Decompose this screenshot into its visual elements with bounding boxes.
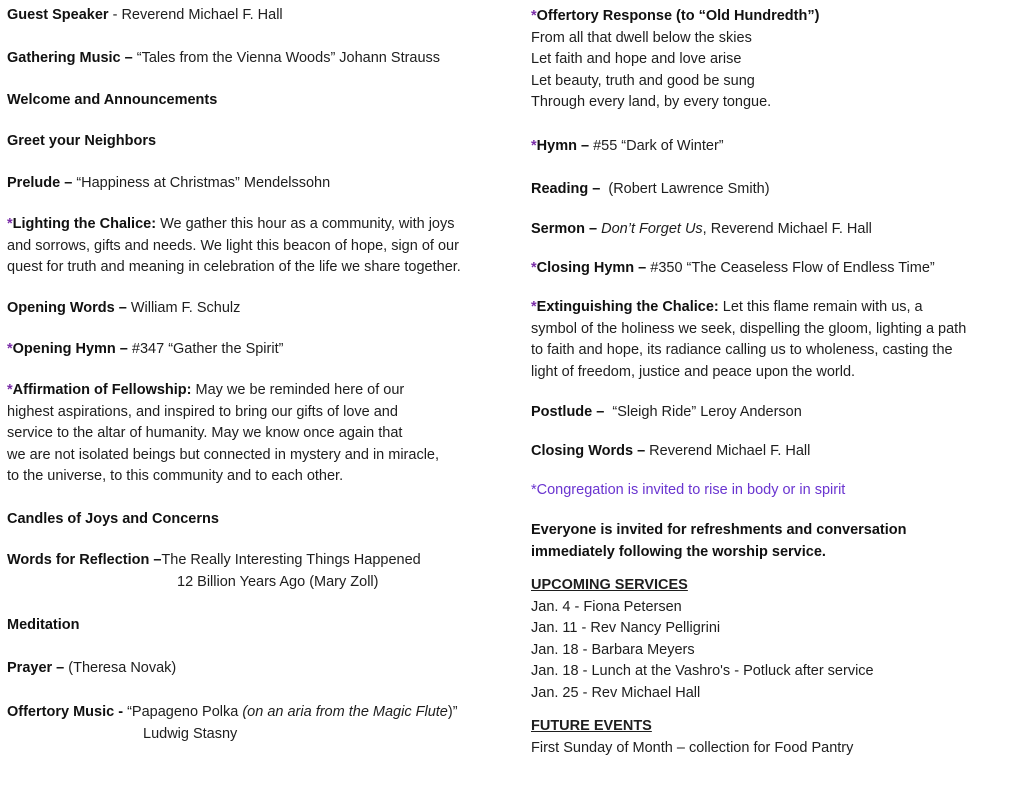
- list-item: First Sunday of Month – collection for Food Pantry: [531, 739, 854, 756]
- upcoming-services-heading: UPCOMING SERVICES: [531, 577, 688, 593]
- lighting-the-chalice: *Lighting the Chalice: We gather this hour as a community, with joys and sorrows, gifts and needs. We light this beacon of hope, sign of our quest for truth and meaning in celebration of the life we share together.: [7, 216, 461, 276]
- closing-words: Closing Words – Reverend Michael F. Hall: [531, 443, 811, 459]
- meditation: Meditation: [7, 617, 80, 633]
- list-item: Jan. 11 - Rev Nancy Pelligrini: [531, 620, 721, 637]
- offertory-response: *Offertory Response (to “Old Hundredth”) From all that dwell below the skies Let faith and hope and love arise Let beauty, truth and good be sung Through every land, by every tongue.: [531, 8, 820, 111]
- congregation-note: *Congregation is invited to rise in body or in spirit: [531, 482, 846, 498]
- words-for-reflection: Words for Reflection –The Really Interesting Things Happened 12 Billion Years Ago (Mary Zoll): [7, 552, 421, 590]
- greet-neighbors: Greet your Neighbors: [7, 133, 157, 149]
- refreshments-note: Everyone is invited for refreshments and conversation immediately following the worship service.: [531, 522, 907, 560]
- opening-hymn: *Opening Hymn – #347 “Gather the Spirit”: [7, 341, 284, 357]
- opening-words: Opening Words – William F. Schulz: [7, 300, 241, 316]
- candles-of-joys: Candles of Joys and Concerns: [7, 511, 219, 527]
- closing-hymn: *Closing Hymn – #350 “The Ceaseless Flow of Endless Time”: [531, 260, 935, 276]
- extinguishing-the-chalice: *Extinguishing the Chalice: Let this flame remain with us, a symbol of the holiness we seek, dispelling the gloom, lighting a path to faith and hope, its radiance calling us to wholeness, casting the light of freedom, justice and peace upon the world.: [531, 299, 967, 380]
- list-item: Jan. 4 - Fiona Petersen: [531, 598, 682, 615]
- prayer: Prayer – (Theresa Novak): [7, 660, 177, 676]
- list-item: Jan. 18 - Lunch at the Vashro's - Potluck after service: [531, 663, 874, 680]
- sermon: Sermon – Don’t Forget Us, Reverend Michael F. Hall: [531, 221, 872, 237]
- reading: Reading – (Robert Lawrence Smith): [531, 181, 770, 197]
- guest-speaker: Guest Speaker - Reverend Michael F. Hall: [7, 7, 283, 23]
- hymn: *Hymn – #55 “Dark of Winter”: [531, 138, 724, 154]
- upcoming-services: [531, 575, 874, 705]
- list-item: Jan. 25 - Rev Michael Hall: [531, 684, 701, 701]
- gathering-music: Gathering Music – “Tales from the Vienna Woods” Johann Strauss: [7, 50, 441, 66]
- affirmation-of-fellowship: *Affirmation of Fellowship: May we be reminded here of our highest aspirations, and inspired to bring our gifts of love and service to the altar of humanity. May we know once again that we are not isolated beings but connected in mystery and in miracle, to the universe, to this community and to each other.: [7, 382, 440, 485]
- list-item: Jan. 18 - Barbara Meyers: [531, 641, 695, 658]
- future-events: [531, 716, 853, 759]
- postlude: Postlude – “Sleigh Ride” Leroy Anderson: [531, 404, 802, 420]
- prelude: Prelude – “Happiness at Christmas” Mendelssohn: [7, 175, 331, 191]
- offertory-music: Offertory Music - “Papageno Polka (on an aria from the Magic Flute)” Ludwig Stasny: [7, 704, 458, 742]
- welcome-announcements: Welcome and Announcements: [7, 92, 218, 108]
- future-events-heading: FUTURE EVENTS: [531, 718, 652, 734]
